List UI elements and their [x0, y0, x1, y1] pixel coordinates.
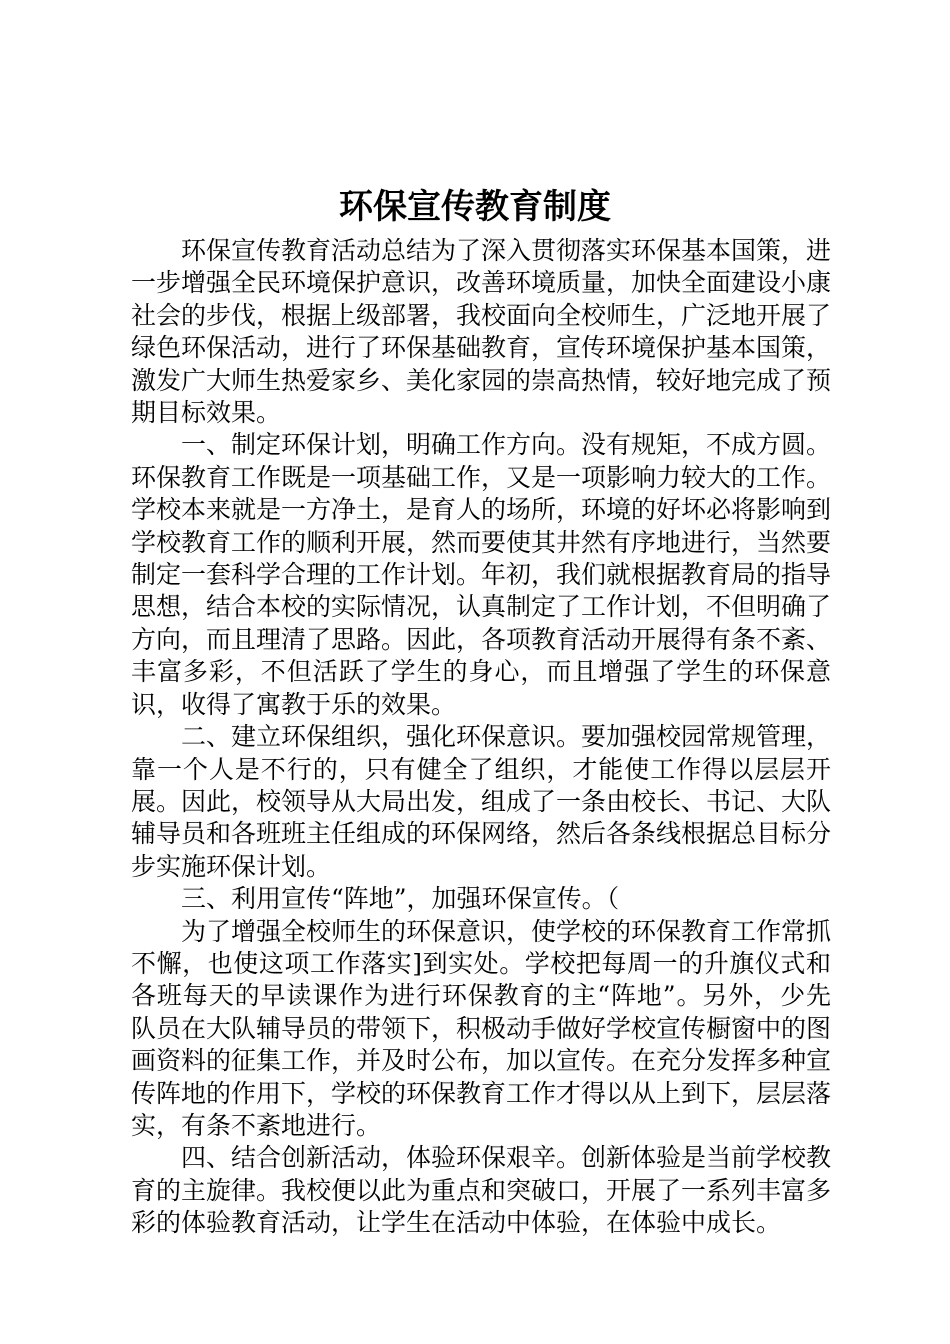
document-body	[131, 235, 831, 1240]
paragraph-intro: 环保宣传教育活动总结为了深入贯彻落实环保基本国策，进一步增强全民环境保护意识，改善环境质量，加快全面建设小康社会的步伐，根据上级部署，我校面向全校师生，广泛地开展了绿色环保活动，进行了环保基础教育，宣传环境保护基本国策，激发广大师生热爱家乡、美化家园的崇高热情，较好地完成了预期目标效果。	[131, 236, 832, 428]
paragraph-section-1: 一、制定环保计划，明确工作方向。没有规矩，不成方圆。环保教育工作既是一项基础工作，又是一项影响力较大的工作。学校本来就是一方净土，是育人的场所，环境的好坏必将影响到学校教育工作的顺利开展，然而要使其井然有序地进行，当然要制定一套科学合理的工作计划。年初，我们就根据教育局的指导思想，结合本校的实际情况，认真制定了工作计划，不但明确了方向，而且理清了思路。因此，各项教育活动开展得有条不紊、丰富多彩，不但活跃了学生的身心，而且增强了学生的环保意识，收得了寓教于乐的效果。	[131, 430, 832, 719]
paragraph-section-2: 二、建立环保组织，强化环保意识。要加强校园常规管理，靠一个人是不行的，只有健全了组织，才能使工作得以层层开展。因此，校领导从大局出发，组成了一条由校长、书记、大队辅导员和各班班主任组成的环保网络，然后各条线根据总目标分步实施环保计划。	[131, 722, 832, 881]
paragraph-section-4: 四、结合创新活动，体验环保艰辛。创新体验是当前学校教育的主旋律。我校便以此为重点和突破口，开展了一系列丰富多彩的体验教育活动，让学生在活动中体验，在体验中成长。	[131, 1143, 832, 1238]
paragraph-section-3-heading: 三、利用宣传“阵地”，加强环保宣传。（	[181, 884, 620, 914]
document-title: 环保宣传教育制度	[339, 187, 611, 227]
paragraph-section-3-body: 为了增强全校师生的环保意识，使学校的环保教育工作常抓不懈，也使这项工作落实]到实处。学校把每周一的升旗仪式和各班每天的早读课作为进行环保教育的主“阵地”。另外，少先队员在大队辅导员的带领下，积极动手做好学校宣传橱窗中的图画资料的征集工作，并及时公布，加以宣传。在充分发挥多种宣传阵地的作用下，学校的环保教育工作才得以从上到下，层层落实，有条不紊地进行。	[131, 916, 832, 1140]
